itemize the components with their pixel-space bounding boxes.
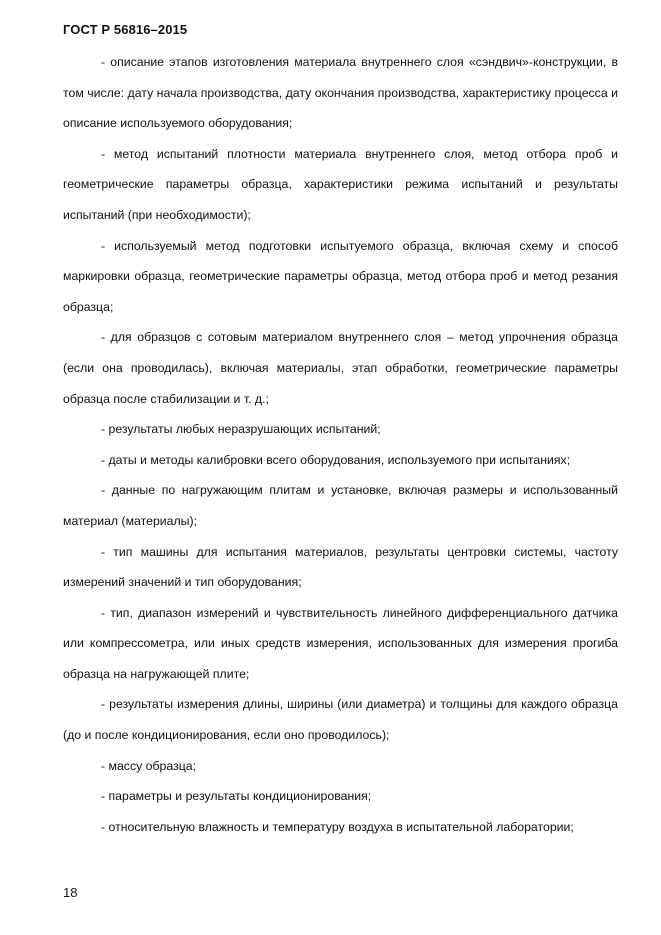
list-item: - описание этапов изготовления материала внутреннего слоя «сэндвич»-конструкции, в том числе: дату начала производства, дату окончания производства, характеристику процесса и описание используемого оборудования; bbox=[63, 55, 618, 131]
list-item: - используемый метод подготовки испытуемого образца, включая схему и способ маркировки образца, геометрические параметры образца, метод отбора проб и метод резания образца; bbox=[63, 238, 618, 314]
list-item: - даты и методы калибровки всего оборудования, используемого при испытаниях; bbox=[101, 452, 571, 467]
document-body bbox=[63, 47, 618, 842]
list-item: - параметры и результаты кондиционирования; bbox=[101, 789, 372, 804]
list-item: - данные по нагружающим плитам и установке, включая размеры и использованный материал (материалы); bbox=[63, 483, 618, 528]
page-number: 18 bbox=[63, 885, 78, 900]
document-header: ГОСТ Р 56816–2015 bbox=[63, 22, 188, 37]
list-item: - тип машины для испытания материалов, результаты центровки системы, частоту измерений значений и тип оборудования; bbox=[63, 544, 618, 590]
list-item: - метод испытаний плотности материала внутреннего слоя, метод отбора проб и геометрические параметры образца, характеристики режима испытаний и результаты испытаний (при необходимости); bbox=[63, 146, 618, 222]
list-item: - массу образца; bbox=[101, 758, 197, 773]
list-item: - результаты любых неразрушающих испытаний; bbox=[101, 422, 381, 437]
list-item: - для образцов с сотовым материалом внутреннего слоя – метод упрочнения образца (если она проводилась), включая материалы, этап обработки, геометрические параметры образца после стабилизации и т. д.; bbox=[63, 330, 618, 406]
list-item: - тип, диапазон измерений и чувствительность линейного дифференциального датчика или компрессометра, или иных средств измерения, использованных для измерения прогиба образца на нагружающей плите; bbox=[63, 605, 618, 681]
list-item: - относительную влажность и температуру воздуха в испытательной лаборатории; bbox=[101, 819, 574, 834]
list-item: - результаты измерения длины, ширины (или диаметра) и толщины для каждого образца (до и после кондиционирования, если оно проводилось); bbox=[63, 697, 618, 743]
